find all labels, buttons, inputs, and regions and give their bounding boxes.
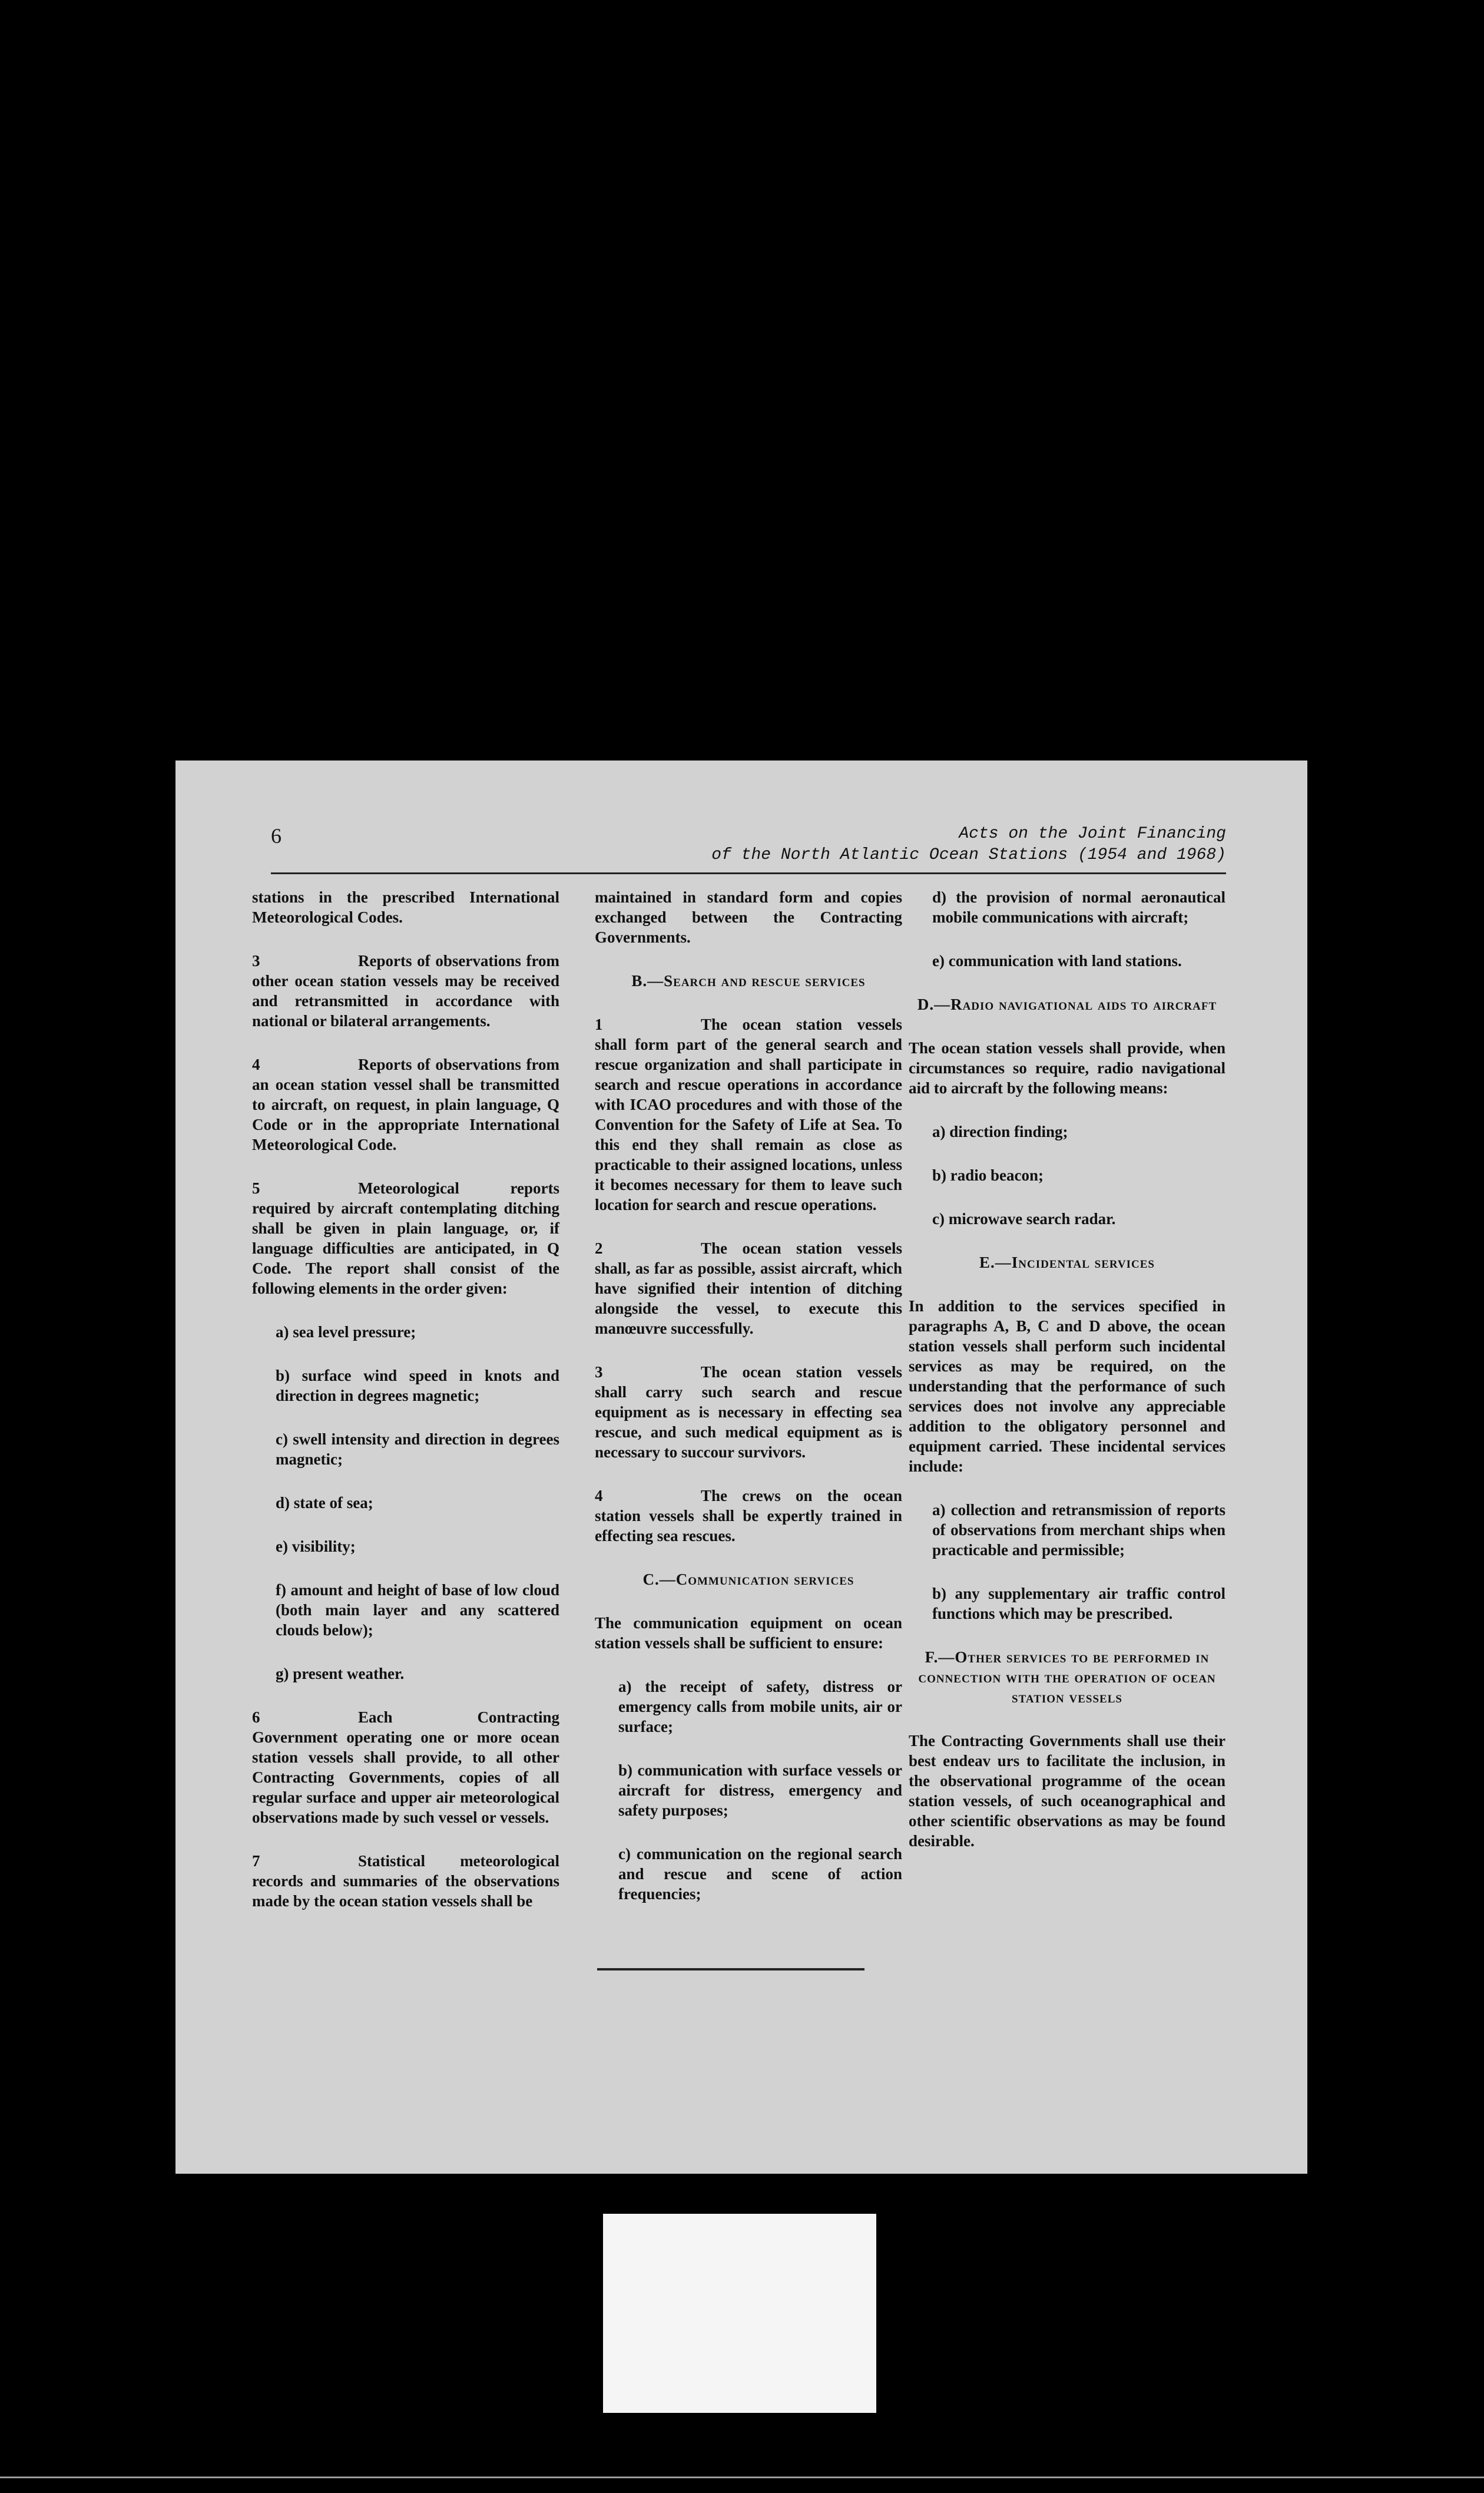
paragraph-number: 1	[595, 1016, 603, 1033]
paragraph: The ocean station vessels shall provide, when circumstances so require, radio navigational aid to aircraft by the following means:	[909, 1039, 1225, 1097]
list-item: b) radio beacon;	[932, 1166, 1044, 1184]
paragraph-text: Reports of observations from an ocean station vessel shall be transmitted to aircraft, on request, in plain language, Q Code or in the appropriate International Meteorological Code.	[252, 1056, 559, 1153]
column-3	[909, 887, 1225, 1874]
paragraph-text: The ocean station vessels shall, as far as possible, assist aircraft, which have signified their intention of ditching alongside the vessel, to execute this manœuvre successfully.	[595, 1239, 902, 1337]
paragraph-text: Meteorological reports required by aircraft contemplating ditching shall be given in plain language, or, if language difficulties are anticipated, in Q Code. The report shall consist of the following elements in the order given:	[252, 1179, 559, 1297]
list-item: g) present weather.	[276, 1665, 405, 1682]
list-item: b) surface wind speed in knots and direction in degrees magnetic;	[276, 1367, 559, 1404]
paragraph: In addition to the services specified in paragraphs A, B, C and D above, the ocean station vessels shall perform such incidental services as may be required, on the understanding that the performance of such services does not involve any appreciable addition to the obligatory personnel and equipment carried. These incidental services include:	[909, 1297, 1225, 1475]
paragraph-number: 5	[252, 1179, 260, 1197]
running-title	[711, 824, 1226, 866]
paragraph-text: Statistical meteorological records and summaries of the observations made by the ocean station vessels shall be	[252, 1852, 559, 1910]
paragraph-3	[252, 951, 559, 1031]
list-item: c) microwave search radar.	[932, 1210, 1116, 1228]
paragraph-4	[595, 1486, 902, 1546]
list-item: e) visibility;	[276, 1538, 356, 1555]
document-page	[175, 761, 1307, 2174]
list-item: e) communication with land stations.	[932, 952, 1182, 970]
paragraph: The Contracting Governments shall use their best endeav urs to facilitate the inclusion, in the observational programme of the ocean station vessels, of such oceanographical and other scientific observations as may be found desirable.	[909, 1732, 1225, 1850]
column-2	[595, 887, 902, 1927]
list-item: b) communication with surface vessels or aircraft for distress, emergency and safety purposes;	[618, 1761, 902, 1819]
paragraph-number: 4	[595, 1487, 603, 1505]
paragraph-2	[595, 1238, 902, 1338]
paragraph-number: 4	[252, 1056, 260, 1073]
paragraph-text: Reports of observations from other ocean station vessels may be received and retransmitted in accordance with national or bilateral arrangements.	[252, 952, 559, 1030]
paragraph-number: 7	[252, 1852, 260, 1870]
paragraph-number: 6	[252, 1708, 260, 1726]
bottom-rule	[0, 2477, 1484, 2478]
paragraph-text: Each Contracting Government operating one or more ocean station vessels shall provide, to all other Contracting Governments, copies of all regular surface and upper air meteorological observations made by such vessel or vessels.	[252, 1708, 559, 1826]
list-item: c) communication on the regional search and rescue and scene of action frequencies;	[618, 1845, 902, 1903]
paragraph-text: The ocean station vessels shall form part of the general search and rescue organization and shall participate in search and rescue operations in accordance with ICAO procedures and with those of the Convention for the Safety of Life at Sea. To this end they shall remain as close as practicable to their assigned locations, unless it becomes necessary for them to leave such location for search and rescue operations.	[595, 1016, 902, 1214]
page-number: 6	[271, 824, 281, 848]
blank-card	[603, 2214, 876, 2413]
paragraph-4	[252, 1054, 559, 1155]
list-item: a) sea level pressure;	[276, 1323, 416, 1341]
paragraph-1	[595, 1014, 902, 1215]
list-item: f) amount and height of base of low cloud (both main layer and any scattered clouds below);	[276, 1581, 559, 1639]
section-heading-b: B.—Search and rescue services	[631, 972, 866, 990]
column-1	[252, 887, 559, 1935]
list-item: d) the provision of normal aeronautical mobile communications with aircraft;	[932, 888, 1225, 926]
paragraph-text: The crews on the ocean station vessels shall be expertly trained in effecting sea rescues.	[595, 1487, 902, 1545]
paragraph-number: 3	[252, 952, 260, 970]
paragraph: stations in the prescribed International Meteorological Codes.	[252, 888, 559, 926]
list-item: a) the receipt of safety, distress or emergency calls from mobile units, air or surface;	[618, 1678, 902, 1735]
header-rule	[271, 872, 1226, 874]
section-heading-c: C.—Communication services	[642, 1570, 854, 1588]
paragraph-7	[252, 1851, 559, 1911]
list-item: b) any supplementary air traffic control functions which may be prescribed.	[932, 1585, 1225, 1622]
running-title-line1: Acts on the Joint Financing	[959, 825, 1226, 843]
paragraph: The communication equipment on ocean station vessels shall be sufficient to ensure:	[595, 1614, 902, 1652]
paragraph: maintained in standard form and copies exchanged between the Contracting Governments.	[595, 888, 902, 946]
list-item: a) collection and retransmission of reports of observations from merchant ships when practicable and permissible;	[932, 1501, 1225, 1559]
paragraph-number: 2	[595, 1239, 603, 1257]
paragraph-5	[252, 1178, 559, 1298]
list-item: a) direction finding;	[932, 1123, 1068, 1140]
list-item: d) state of sea;	[276, 1494, 373, 1512]
paragraph-number: 3	[595, 1363, 603, 1381]
paragraph-text: The ocean station vessels shall carry such search and rescue equipment as is necessary in effecting sea rescue, and such medical equipment as is necessary to succour survivors.	[595, 1363, 902, 1461]
end-rule	[597, 1968, 864, 1970]
list-item: c) swell intensity and direction in degrees magnetic;	[276, 1430, 559, 1468]
section-heading-d: D.—Radio navigational aids to aircraft	[917, 996, 1217, 1013]
running-title-line2: of the North Atlantic Ocean Stations (1954 and 1968)	[711, 846, 1226, 864]
paragraph-6	[252, 1707, 559, 1827]
paragraph-3	[595, 1362, 902, 1462]
section-heading-f: F.—Other services to be performed in connection with the operation of ocean station vessels	[918, 1648, 1216, 1706]
section-heading-e: E.—Incidental services	[979, 1254, 1155, 1271]
